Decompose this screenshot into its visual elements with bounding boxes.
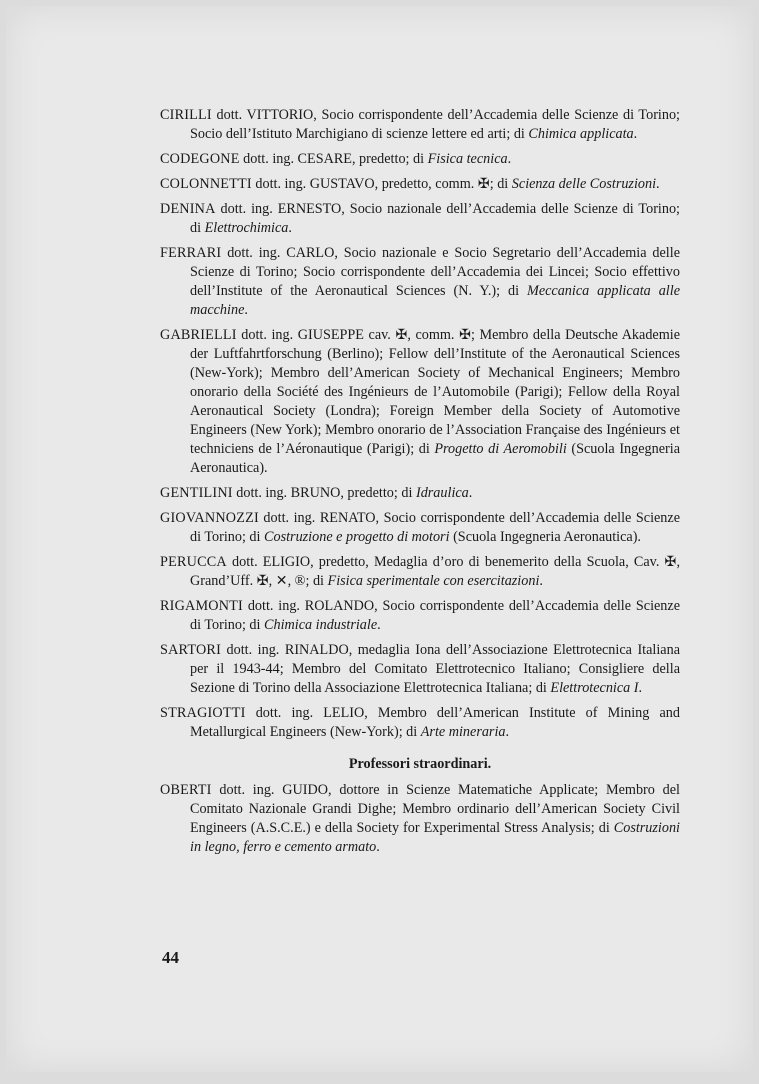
document-page	[6, 6, 753, 1072]
faculty-entry: STRAGIOTTI dott. ing. LELIO, Membro dell’American Institute of Mining and Metallurgical Engineers (New-York); di Arte mineraria.	[160, 705, 680, 740]
faculty-entry: RIGAMONTI dott. ing. ROLANDO, Socio corrispondente dell’Accademia delle Scienze di Torino; di Chimica industriale.	[160, 598, 680, 633]
faculty-list	[160, 106, 680, 863]
section-heading: Professori straordinari.	[348, 756, 492, 772]
faculty-entry: GIOVANNOZZI dott. ing. RENATO, Socio corrispondente dell’Accademia delle Scienze di Torino; di Costruzione e progetto di motori (Scuola Ingegneria Aeronautica).	[160, 510, 680, 545]
faculty-entry: GENTILINI dott. ing. BRUNO, predetto; di Idraulica.	[160, 485, 473, 501]
faculty-entry: FERRARI dott. ing. CARLO, Socio nazionale e Socio Segretario dell’Accademia delle Scienze di Torino; Socio corrispondente dell’Accademia dei Lincei; Socio effettivo dell’Institute of the Aeronautical Sciences (N. Y.); di Meccanica applicata alle macchine.	[160, 245, 680, 318]
faculty-entry: COLONNETTI dott. ing. GUSTAVO, predetto, comm. ✠; di Scienza delle Costruzioni.	[160, 176, 660, 192]
faculty-entry: OBERTI dott. ing. GUIDO, dottore in Scienze Matematiche Applicate; Membro del Comitato Nazionale Grandi Dighe; Membro ordinario dell’American Society Civil Engineers (A.S.C.E.) e della Society for Experimental Stress Analysis; di Costruzioni in legno, ferro e cemento armato.	[160, 782, 680, 855]
faculty-entry: PERUCCA dott. ELIGIO, predetto, Medaglia d’oro di benemerito della Scuola, Cav. ✠, Grand’Uff. ✠, ✕, ®; di Fisica sperimentale con esercitazioni.	[160, 554, 680, 589]
faculty-entry: CIRILLI dott. VITTORIO, Socio corrispondente dell’Accademia delle Scienze di Torino; Socio dell’Istituto Marchigiano di scienze lettere ed arti; di Chimica applicata.	[160, 107, 680, 142]
faculty-entry: CODEGONE dott. ing. CESARE, predetto; di Fisica tecnica.	[160, 151, 512, 167]
page-number: 44	[162, 948, 179, 967]
faculty-entry: DENINA dott. ing. ERNESTO, Socio nazionale dell’Accademia delle Scienze di Torino; di Elettrochimica.	[160, 201, 680, 236]
faculty-entry: GABRIELLI dott. ing. GIUSEPPE cav. ✠, comm. ✠; Membro della Deutsche Akademie der Luftfahrtforschung (Berlino); Fellow dell’Institute of the Aeronautical Sciences (New-York); Membro dell’American Society of Mechanical Engineers; Membro onorario della Société des Ingénieurs de l’Automobile (Parigi); Fellow della Royal Aeronautical Society (Londra); Foreign Member della Society of Automotive Engineers (New York); Membro onorario de l’Association Française des Ingénieurs et techniciens de l’Aéronautique (Parigi); di Progetto di Aeromobili (Scuola Ingegneria Aeronautica).	[160, 327, 680, 476]
faculty-entry: SARTORI dott. ing. RINALDO, medaglia Iona dell’Associazione Elettrotecnica Italiana per il 1943-44; Membro del Comitato Elettrotecnico Italiano; Consigliere della Sezione di Torino della Associazione Elettrotecnica Italiana; di Elettrotecnica I.	[160, 642, 680, 696]
